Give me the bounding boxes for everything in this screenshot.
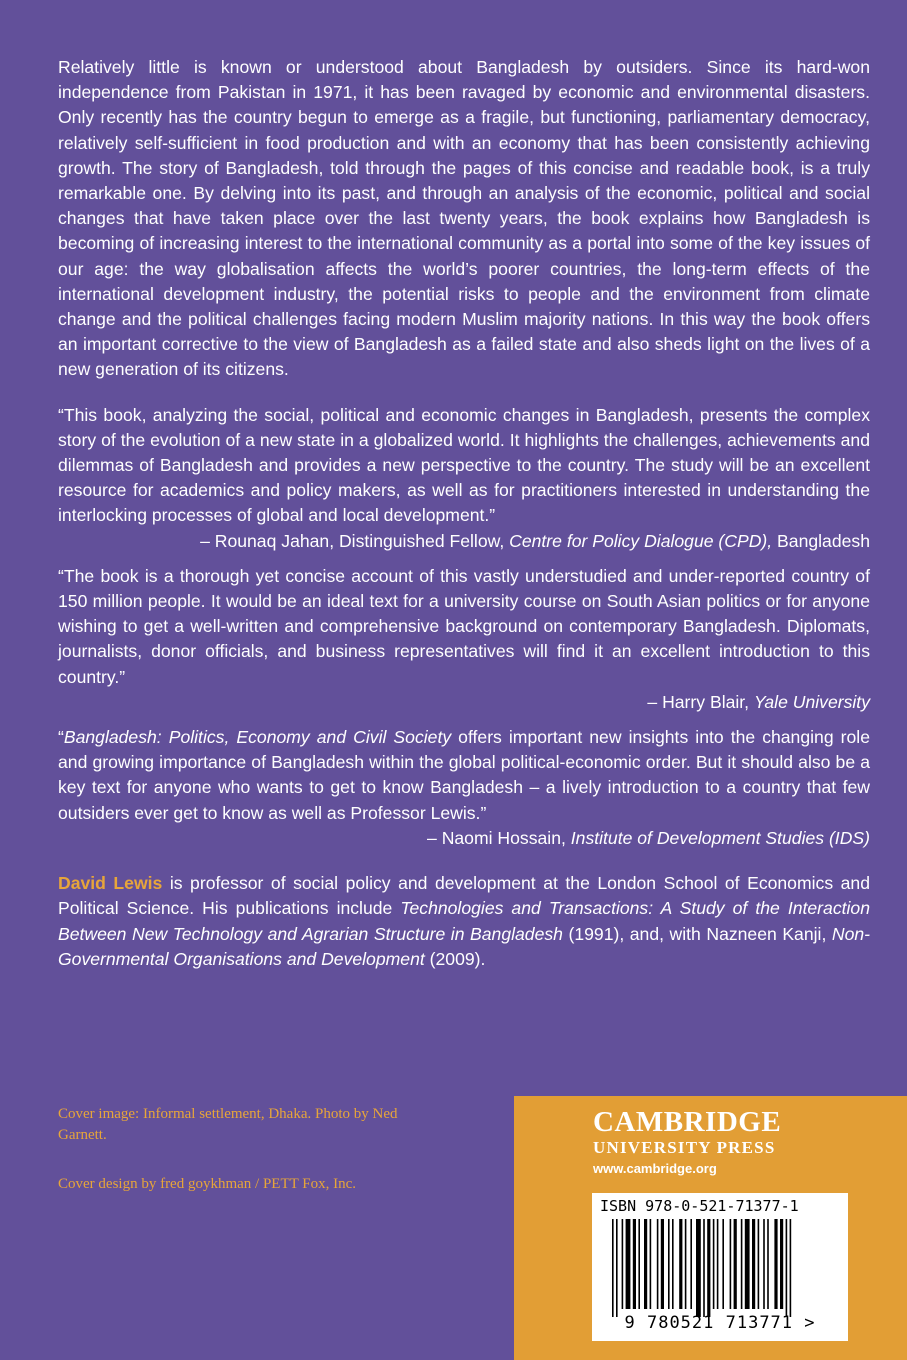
attribution-name: – Naomi Hossain,	[427, 827, 571, 848]
attribution-name: – Harry Blair,	[647, 691, 754, 712]
isbn-label: ISBN 978-0-521-71377-1	[600, 1197, 799, 1215]
publication-title: Technologies and Transactions: A Study of the Interaction Between New Technology and Agrarian Structure in Bangladesh	[58, 898, 870, 944]
barcode-bar	[616, 1219, 618, 1317]
endorsement-jahan	[58, 403, 870, 554]
publisher-panel	[514, 1096, 907, 1360]
barcode-bar	[679, 1219, 682, 1309]
book-title: Bangladesh: Politics, Economy and Civil Society	[63, 727, 452, 748]
endorsement-attribution	[58, 529, 870, 554]
barcode-bar	[774, 1219, 777, 1309]
endorsement-text: “This book, analyzing the social, political and economic changes in Bangladesh, presents the complex story of the evolution of a new state in a globalized world. It highlights the challenges, achievements and dilemmas of Bangladesh and provides a new perspective to the country. The study will be an excellent resource for academics and policy makers, as well as for practitioners interested in understanding the interlocking processes of global and local development.”	[58, 404, 870, 526]
barcode-bar	[668, 1219, 670, 1309]
barcode-bar	[745, 1219, 750, 1309]
barcode-bar	[685, 1219, 687, 1309]
endorsement-text: “Bangladesh: Politics, Economy and Civil Society offers important new insights into the changing role and growing importance of Bangladesh within the global political-economic order. But it should also be a key text for anyone who wants to get to know Bangladesh – a lively introduction to a country that few outsiders ever get to know as well as Professor Lewis.”	[58, 727, 870, 823]
barcode-bar	[707, 1219, 710, 1317]
barcode-bar	[638, 1219, 640, 1309]
barcode-bar	[612, 1219, 614, 1317]
attribution-org: Centre for Policy Dialogue (CPD),	[509, 530, 773, 551]
barcode-bar	[713, 1219, 715, 1309]
barcode-bar	[661, 1219, 664, 1309]
barcode-bar	[758, 1219, 760, 1309]
cover-image-credit: Cover image: Informal settlement, Dhaka. Photo by Ned Garnett.	[58, 1106, 398, 1143]
barcode-bar	[790, 1219, 792, 1317]
author-name: David Lewis	[58, 873, 163, 894]
isbn-barcode	[592, 1193, 848, 1341]
barcode-bar	[650, 1219, 652, 1309]
barcode-digits: 9 780521 713771 >	[624, 1313, 816, 1333]
barcode-bar	[622, 1219, 624, 1309]
attribution-org: Yale University	[753, 691, 870, 712]
endorsement-text: “The book is a thorough yet concise account of this vastly understudied and under-reported country of 150 million people. It would be an ideal text for a university course on South Asian politics or for anyone wishing to get a well-written and comprehensive background on contemporary Bangladesh. Diplomats, journalists, donor officials, and business representatives will find it an excellent introduction to this country.”	[58, 565, 870, 687]
book-description: Relatively little is known or understood about Bangladesh by outsiders. Since its hard-won independence from Pakistan in 1971, it has been ravaged by economic and environmental disasters. Only recently has the country begun to emerge as a fragile, but functioning, parliamentary democracy, relatively self-sufficient in food production and with an economy that has been consistently achieving growth. The story of Bangladesh, told through the pages of this concise and readable book, is a truly remarkable one. By delving into its past, and through an analysis of the economic, political and social changes that have taken place over the last twenty years, the book explains how Bangladesh is becoming of increasing interest to the international community as a portal into some of the key issues of our age: the way globalisation affects the world’s poorer countries, the long-term effects of the international development industry, the potential risks to people and the environment from climate change and the political challenges facing modern Muslim majority nations. In this way the book offers an important corrective to the view of Bangladesh as a failed state and also sheds light on the lives of a new generation of its citizens.	[58, 57, 870, 380]
barcode-bar	[657, 1219, 659, 1309]
endorsement-blair	[58, 564, 870, 715]
barcode-bars	[606, 1219, 836, 1323]
endorsement-attribution	[58, 826, 870, 851]
barcode-bar	[672, 1219, 674, 1309]
cover-design-credit: Cover design by fred goykhman / PETT Fox, Inc.	[58, 1176, 357, 1192]
barcode-bar	[722, 1219, 724, 1309]
barcode-bar	[717, 1219, 719, 1309]
publisher-subname: UNIVERSITY PRESS	[593, 1138, 776, 1157]
barcode-bar	[703, 1219, 705, 1317]
barcode-bar	[763, 1219, 765, 1309]
barcode-bar	[690, 1219, 692, 1309]
barcode-bar	[644, 1219, 647, 1309]
barcode-bar	[780, 1219, 783, 1309]
publisher-website: www.cambridge.org	[593, 1161, 717, 1176]
barcode-bar	[696, 1219, 701, 1317]
barcode-bar	[767, 1219, 769, 1309]
endorsement-attribution	[58, 690, 870, 715]
barcode-bar	[734, 1219, 737, 1309]
barcode-bar	[730, 1219, 732, 1309]
endorsement-hossain	[58, 725, 870, 851]
publication-title: Non-Governmental Organisations and Development	[58, 923, 870, 969]
publisher-name: CAMBRIDGE	[593, 1106, 782, 1138]
attribution-country: Bangladesh	[772, 530, 870, 551]
publisher-logo	[593, 1106, 781, 1178]
attribution-name: – Rounaq Jahan, Distinguished Fellow,	[200, 530, 510, 551]
attribution-org: Institute of Development Studies (IDS)	[570, 827, 870, 848]
barcode-bar	[786, 1219, 788, 1317]
back-cover-text	[58, 55, 870, 972]
barcode-bar	[741, 1219, 743, 1309]
barcode-bar	[626, 1219, 631, 1309]
barcode-bar	[752, 1219, 755, 1309]
author-bio: David Lewis is professor of social policy and development at the London School of Economics and Political Science. His publications include Technologies and Transactions: A Study of the Interaction Between New Technology and Agrarian Structure in Bangladesh (1991), and, with Nazneen Kanji, Non-Governmental Organisations and Development (2009).	[58, 873, 870, 969]
barcode-bar	[633, 1219, 636, 1309]
